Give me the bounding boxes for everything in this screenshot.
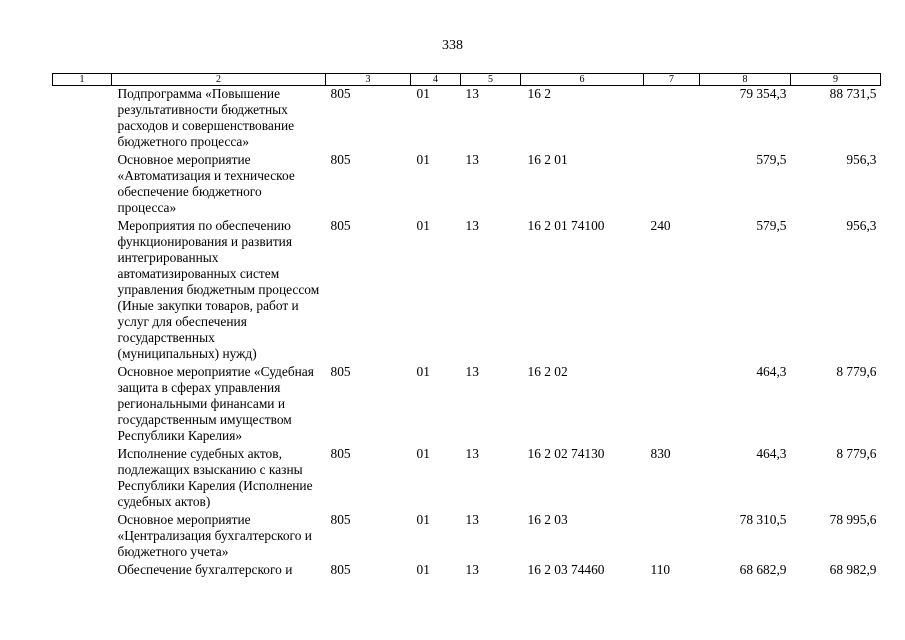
row-name: Основное мероприятие «Централизация бухгалтерского и бюджетного учета» xyxy=(117,512,312,559)
row-expense-type: 830 xyxy=(650,446,671,461)
row-target-item: 16 2 03 74460 xyxy=(527,562,605,577)
column-header-4: 4 xyxy=(411,74,461,86)
row-ministry-code: 805 xyxy=(330,446,351,461)
table-row xyxy=(53,152,881,218)
column-number-row xyxy=(53,74,881,86)
row-amount-2: 8 779,6 xyxy=(836,364,877,379)
row-section-code: 01 xyxy=(416,364,430,379)
column-header-5: 5 xyxy=(461,74,521,86)
row-target-item: 16 2 02 xyxy=(527,364,568,379)
row-ministry-code: 805 xyxy=(330,218,351,233)
row-amount-1: 579,5 xyxy=(756,152,787,167)
row-ministry-code: 805 xyxy=(330,512,351,527)
row-expense-type xyxy=(644,152,700,218)
row-amount-2: 68 982,9 xyxy=(829,562,877,577)
column-header-8: 8 xyxy=(700,74,791,86)
table-row xyxy=(53,562,881,580)
row-subsection-code: 13 xyxy=(465,364,479,379)
page-number: 338 xyxy=(442,38,463,53)
table-row xyxy=(53,86,881,153)
column-header-7: 7 xyxy=(644,74,700,86)
table-row xyxy=(53,218,881,364)
row-section-code: 01 xyxy=(416,218,430,233)
budget-table xyxy=(52,73,881,580)
column-header-3: 3 xyxy=(326,74,411,86)
row-target-item: 16 2 03 xyxy=(527,512,568,527)
row-amount-2: 956,3 xyxy=(846,218,877,233)
row-amount-2: 78 995,6 xyxy=(829,512,877,527)
row-section-code: 01 xyxy=(416,562,430,577)
column-header-9: 9 xyxy=(791,74,881,86)
row-amount-1: 68 682,9 xyxy=(739,562,787,577)
row-name: Основное мероприятие «Автоматизация и техническое обеспечение бюджетного процесса» xyxy=(117,152,295,215)
row-subsection-code: 13 xyxy=(465,152,479,167)
row-name: Обеспечение бухгалтерского и xyxy=(117,562,293,577)
table-row xyxy=(53,364,881,446)
row-expense-type: 240 xyxy=(650,218,671,233)
row-name: Мероприятия по обеспечению функционирования и развития интегрированных автоматизированных систем управления бюджетным процессом (Иные закупки товаров, работ и услуг для обеспечения государственных (муниципальных) нужд) xyxy=(117,218,320,361)
row-ministry-code: 805 xyxy=(330,152,351,167)
row-target-item: 16 2 01 xyxy=(527,152,568,167)
row-ministry-code: 805 xyxy=(330,364,351,379)
row-expense-type xyxy=(644,86,700,153)
column-header-6: 6 xyxy=(521,74,644,86)
row-amount-1: 79 354,3 xyxy=(739,86,787,101)
row-amount-1: 579,5 xyxy=(756,218,787,233)
row-name: Основное мероприятие «Судебная защита в сферах управления региональными финансами и государственным имуществом Республики Карелия» xyxy=(117,364,314,443)
row-expense-type xyxy=(644,364,700,446)
row-amount-2: 8 779,6 xyxy=(836,446,877,461)
row-name: Исполнение судебных актов, подлежащих взысканию с казны Республики Карелия (Исполнение судебных актов) xyxy=(117,446,313,509)
row-target-item: 16 2 xyxy=(527,86,551,101)
row-expense-type: 110 xyxy=(650,562,671,577)
column-header-2: 2 xyxy=(112,74,326,86)
row-target-item: 16 2 01 74100 xyxy=(527,218,605,233)
row-section-code: 01 xyxy=(416,152,430,167)
row-target-item: 16 2 02 74130 xyxy=(527,446,605,461)
column-header-1: 1 xyxy=(53,74,112,86)
row-amount-1: 464,3 xyxy=(756,446,787,461)
row-section-code: 01 xyxy=(416,446,430,461)
row-subsection-code: 13 xyxy=(465,562,479,577)
row-subsection-code: 13 xyxy=(465,218,479,233)
row-ministry-code: 805 xyxy=(330,86,351,101)
row-amount-1: 78 310,5 xyxy=(739,512,787,527)
row-subsection-code: 13 xyxy=(465,86,479,101)
row-section-code: 01 xyxy=(416,86,430,101)
row-subsection-code: 13 xyxy=(465,512,479,527)
row-section-code: 01 xyxy=(416,512,430,527)
row-amount-1: 464,3 xyxy=(756,364,787,379)
row-amount-2: 88 731,5 xyxy=(829,86,877,101)
table-row xyxy=(53,446,881,512)
row-subsection-code: 13 xyxy=(465,446,479,461)
row-amount-2: 956,3 xyxy=(846,152,877,167)
row-name: Подпрограмма «Повышение результативности бюджетных расходов и совершенствование бюджетного процесса» xyxy=(117,86,295,149)
row-expense-type xyxy=(644,512,700,562)
table-row xyxy=(53,512,881,562)
row-ministry-code: 805 xyxy=(330,562,351,577)
